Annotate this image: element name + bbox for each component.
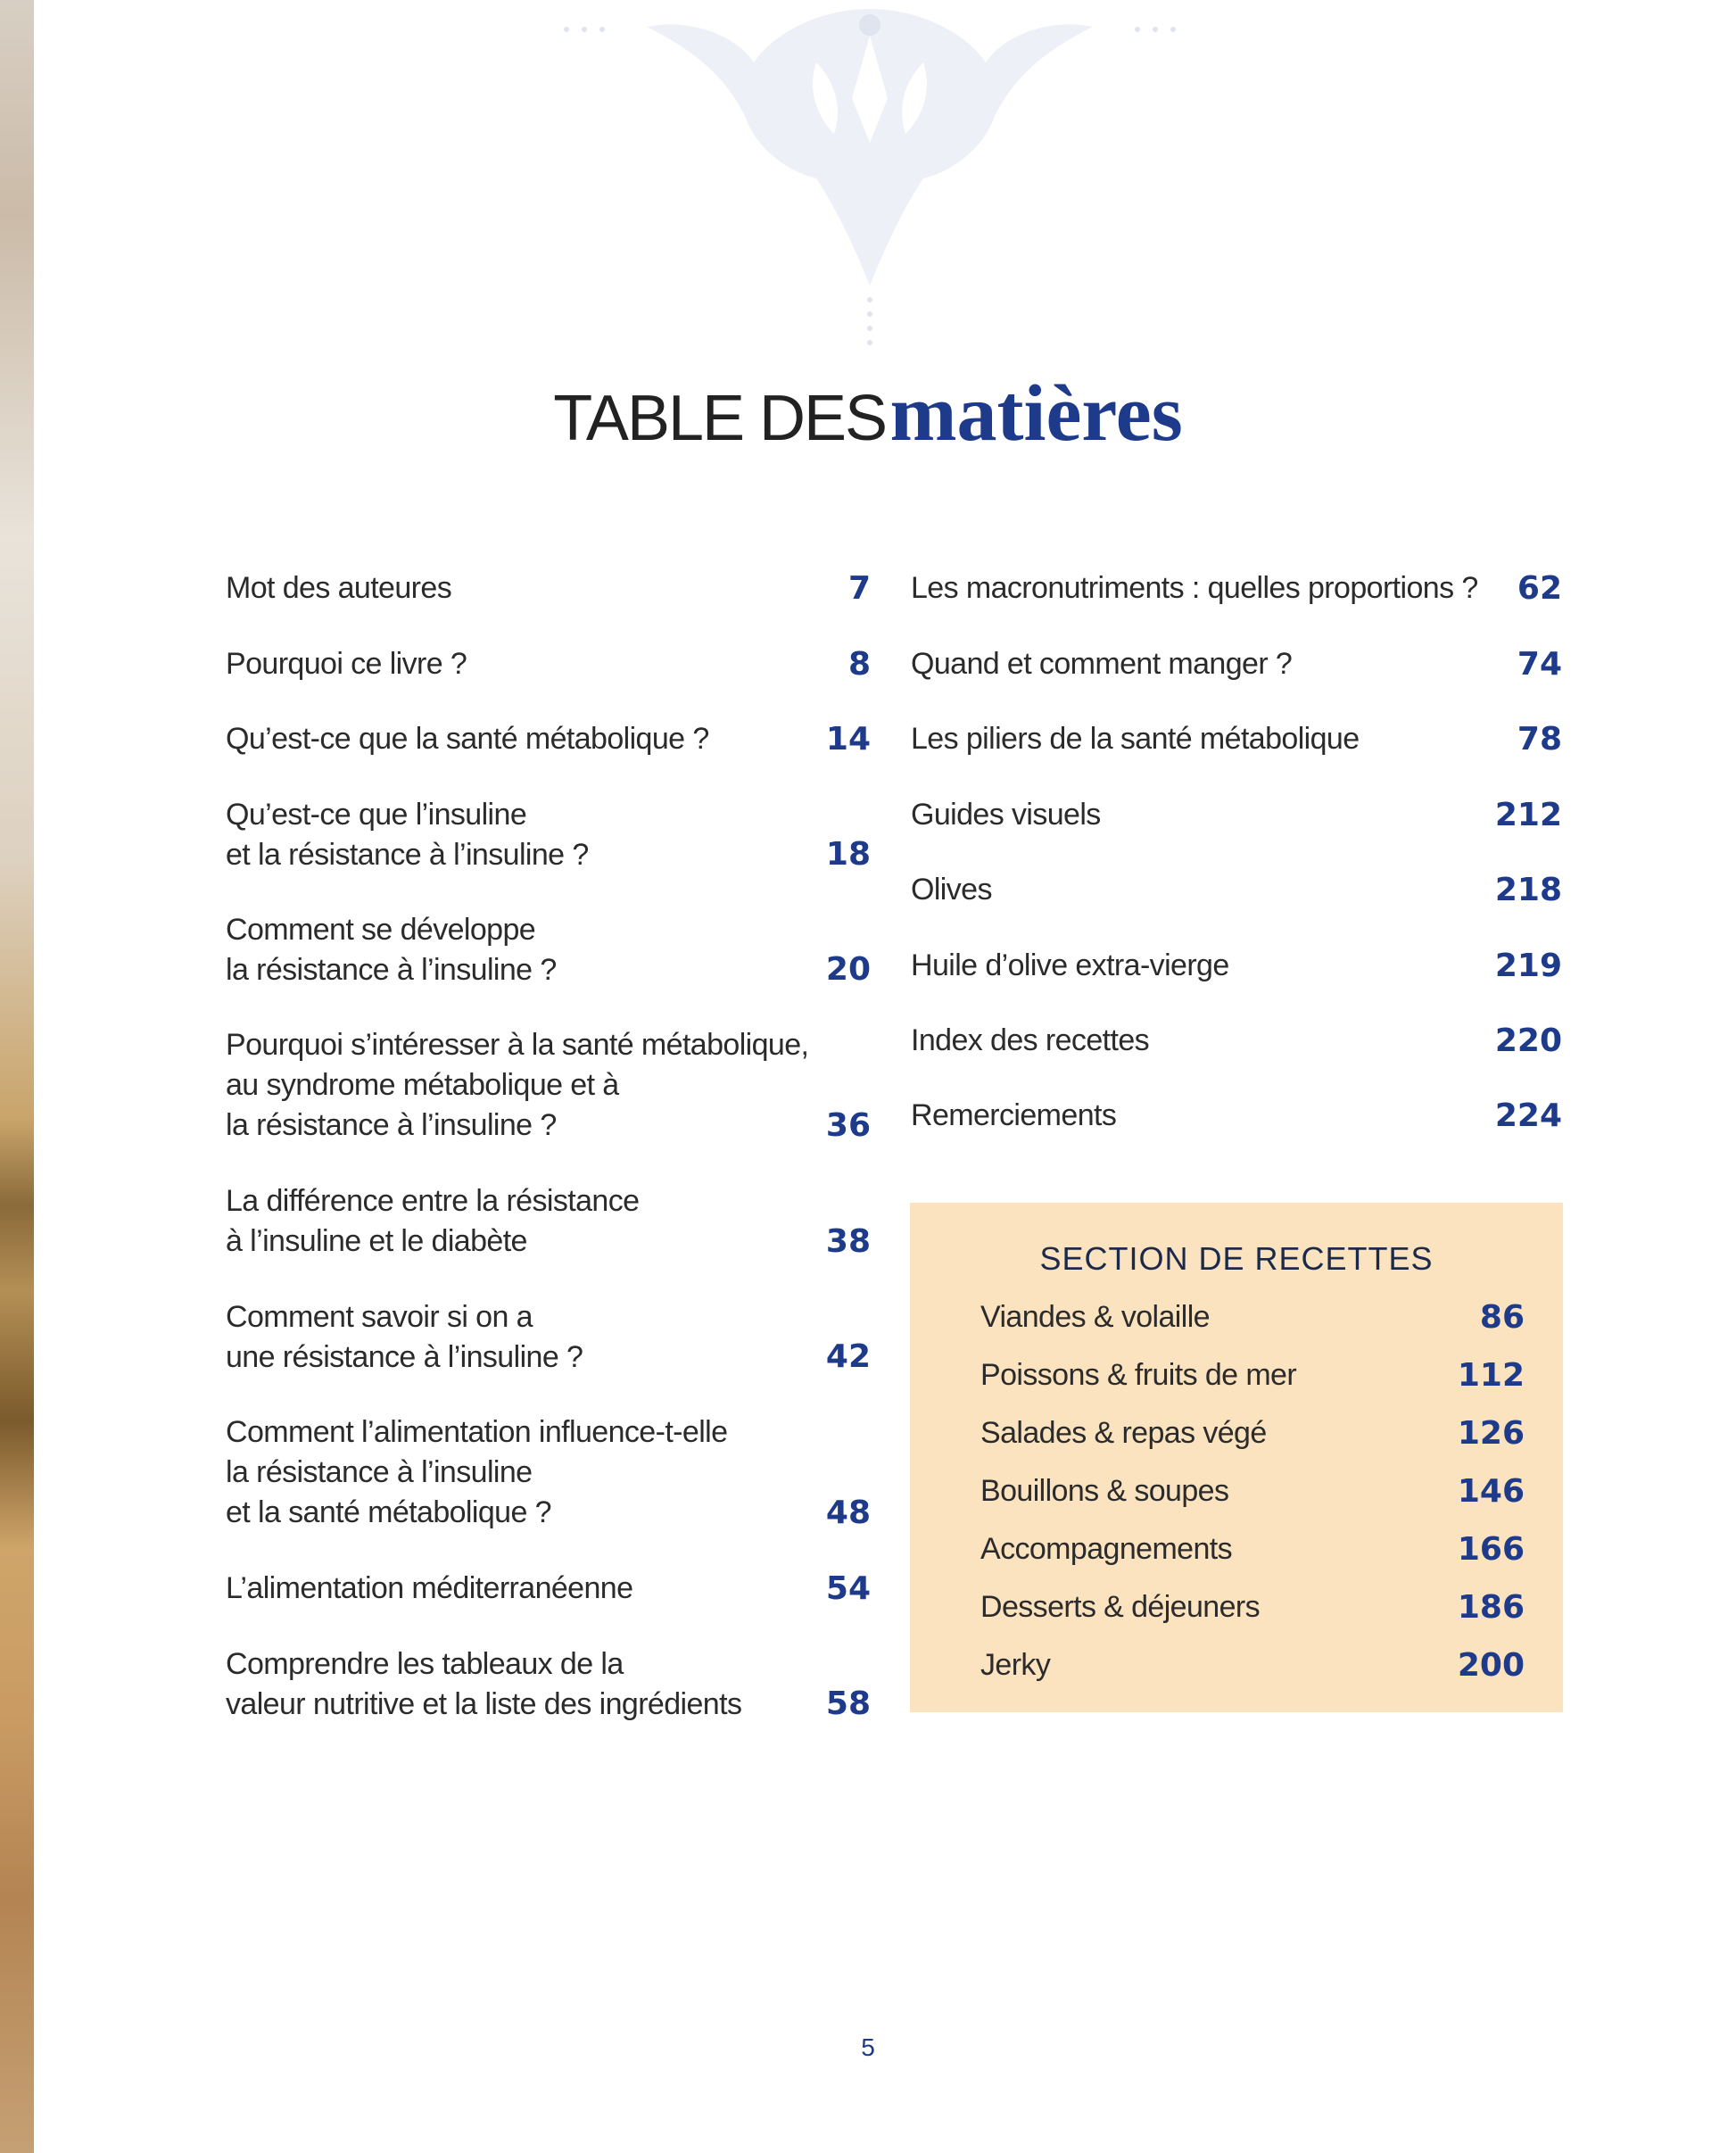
toc-entry[interactable] <box>226 1569 632 1609</box>
toc-entry-line: La différence entre la résistance <box>226 1184 640 1218</box>
toc-entry-line: Pourquoi ce livre ? <box>226 647 467 681</box>
title-light: TABLE DES <box>553 383 887 454</box>
recipe-category-label[interactable]: Desserts & déjeuners <box>980 1590 1261 1624</box>
toc-entry-line: une résistance à l’insuline ? <box>226 1340 583 1374</box>
toc-page-number[interactable]: 14 <box>825 721 871 758</box>
toc-page-number[interactable]: 219 <box>1494 948 1562 984</box>
recipe-category-label[interactable]: Jerky <box>980 1648 1051 1682</box>
toc-entry-line: Comment l’alimentation influence-t-elle <box>226 1415 728 1449</box>
toc-entry[interactable]: Olives <box>911 873 992 907</box>
toc-entry[interactable] <box>226 910 557 990</box>
toc-entry-line: et la santé métabolique ? <box>226 1495 551 1529</box>
toc-entry[interactable]: Les macronutriments : quelles proportions ? <box>911 571 1478 605</box>
toc-page-number[interactable]: 7 <box>847 570 871 607</box>
page-title <box>0 368 1736 460</box>
toc-entry-line: Mot des auteures <box>226 571 452 605</box>
toc-page-number[interactable]: 220 <box>1494 1023 1562 1059</box>
recipe-category-page[interactable]: 112 <box>1457 1357 1525 1394</box>
recipe-category-page[interactable]: 86 <box>1479 1299 1525 1336</box>
toc-entry[interactable]: Quand et comment manger ? <box>911 647 1293 681</box>
toc-page-number[interactable]: 20 <box>825 951 871 988</box>
toc-entry-line: et la résistance à l’insuline ? <box>226 838 589 872</box>
toc-page-number[interactable]: 78 <box>1517 721 1562 758</box>
toc-entry-line: à l’insuline et le diabète <box>226 1224 527 1258</box>
toc-entry[interactable]: Les piliers de la santé métabolique <box>911 722 1360 756</box>
toc-page-number[interactable]: 18 <box>825 836 871 873</box>
toc-entry[interactable] <box>226 1644 741 1725</box>
toc-entry-line: la résistance à l’insuline <box>226 1455 533 1489</box>
toc-entry-line: la résistance à l’insuline ? <box>226 953 557 987</box>
toc-entry-line: Comment se développe <box>226 913 536 947</box>
toc-entry[interactable] <box>226 1025 808 1146</box>
toc-page-number[interactable]: 8 <box>847 646 871 683</box>
toc-entry-line: Comprendre les tableaux de la <box>226 1647 624 1681</box>
recipe-category-label[interactable]: Salades & repas végé <box>980 1416 1267 1450</box>
toc-page-number[interactable]: 54 <box>825 1570 871 1607</box>
recipes-section-title: SECTION DE RECETTES <box>1039 1240 1434 1277</box>
toc-entry-line: Pourquoi s’intéresser à la santé métabolique, <box>226 1028 809 1062</box>
toc-entry[interactable] <box>226 644 467 684</box>
recipe-category-label[interactable]: Viandes & volaille <box>980 1300 1210 1334</box>
toc-entry[interactable] <box>226 1297 583 1378</box>
page-number: 5 <box>861 2033 875 2061</box>
recipe-category-page[interactable]: 146 <box>1457 1473 1525 1510</box>
recipe-category-page[interactable]: 186 <box>1457 1589 1525 1626</box>
toc-page-number[interactable]: 218 <box>1494 872 1562 908</box>
toc-page-number[interactable]: 36 <box>825 1107 871 1144</box>
recipe-category-page[interactable]: 166 <box>1457 1531 1525 1568</box>
toc-entry[interactable] <box>226 568 451 609</box>
toc-entry-line: L’alimentation méditerranéenne <box>226 1571 633 1605</box>
recipe-category-label[interactable]: Accompagnements <box>980 1532 1233 1566</box>
toc-page-number[interactable]: 42 <box>825 1338 871 1375</box>
toc-entry-line: Qu’est-ce que l’insuline <box>226 798 527 832</box>
toc-page-number[interactable]: 38 <box>825 1223 871 1260</box>
title-bold: matières <box>889 369 1183 458</box>
toc-page-number[interactable]: 74 <box>1517 646 1562 683</box>
toc-entry-line: Comment savoir si on a <box>226 1300 533 1334</box>
toc-entry-line: valeur nutritive et la liste des ingrédients <box>226 1687 742 1721</box>
toc-entry[interactable] <box>226 719 709 759</box>
floral-ornament-icon <box>549 0 1191 348</box>
toc-entry[interactable]: Index des recettes <box>911 1023 1150 1057</box>
recipes-section-box <box>910 1203 1563 1712</box>
toc-page-number[interactable]: 62 <box>1517 570 1562 607</box>
toc-entry[interactable] <box>226 1412 727 1533</box>
toc-entry[interactable]: Guides visuels <box>911 798 1101 832</box>
toc-entry[interactable]: Huile d’olive extra-vierge <box>911 948 1229 982</box>
recipe-category-page[interactable]: 126 <box>1457 1415 1525 1452</box>
recipe-category-label[interactable]: Poissons & fruits de mer <box>980 1358 1297 1392</box>
toc-entry[interactable]: Remerciements <box>911 1098 1117 1132</box>
food-photo-edge <box>0 0 34 2153</box>
toc-page-number[interactable]: 48 <box>825 1495 871 1531</box>
toc-entry-line: Qu’est-ce que la santé métabolique ? <box>226 722 709 756</box>
toc-entry-line: la résistance à l’insuline ? <box>226 1108 557 1142</box>
toc-entry-line: au syndrome métabolique et à <box>226 1068 619 1102</box>
toc-entry[interactable] <box>226 795 589 875</box>
toc-entry[interactable] <box>226 1181 639 1262</box>
toc-page-number[interactable]: 224 <box>1494 1097 1562 1134</box>
recipe-category-label[interactable]: Bouillons & soupes <box>980 1474 1229 1508</box>
recipe-category-page[interactable]: 200 <box>1457 1647 1525 1684</box>
toc-page-number[interactable]: 58 <box>825 1685 871 1722</box>
toc-page-number[interactable]: 212 <box>1494 797 1562 833</box>
